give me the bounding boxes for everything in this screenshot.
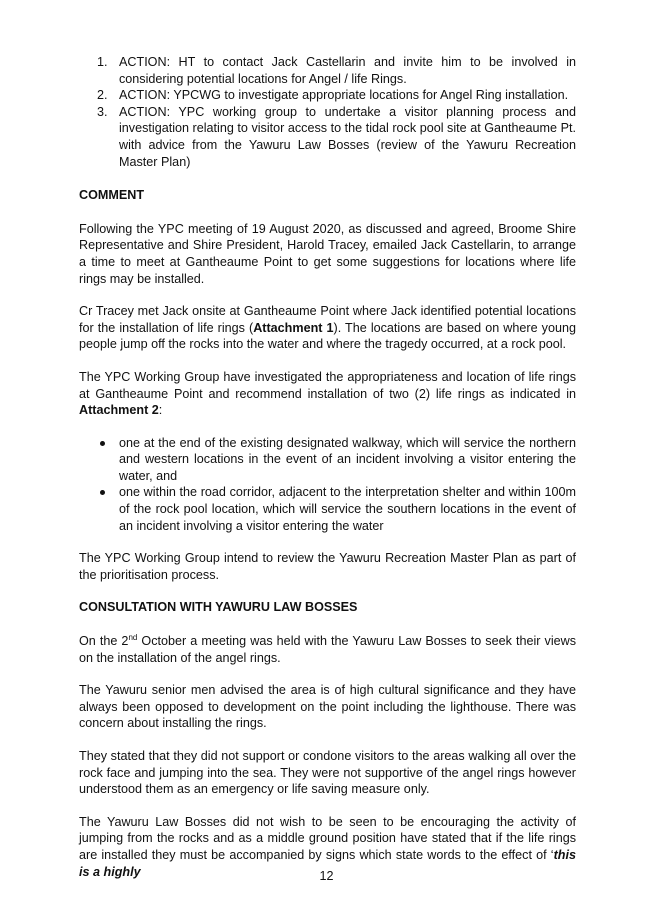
consultation-paragraph-4: The Yawuru Law Bosses did not wish to be seen to be encouraging the activity of jumping from the rocks and as a middle ground position have stated that if the life rings are installed they must be accompanied by signs which state words to the effect of ‘this is a highly bbox=[79, 814, 576, 879]
action-item bbox=[79, 87, 576, 104]
consultation-paragraph-2: The Yawuru senior men advised the area is of high cultural significance and they have always been opposed to development on the point including the lighthouse. There was concern about installing the rings. bbox=[79, 683, 576, 731]
bullet-icon bbox=[100, 490, 105, 495]
consultation-paragraph-1: On the 2nd October a meeting was held with the Yawuru Law Bosses to seek their views on the installation of the angel rings. bbox=[79, 632, 577, 665]
consultation-paragraph-3: They stated that they did not support or condone visitors to the areas walking all over the rock face and jumping into the sea. They were not supportive of the angel rings however understood them as an emergency or life saving measure only. bbox=[79, 749, 576, 797]
comment-paragraph-4: The YPC Working Group intend to review the Yawuru Recreation Master Plan as part of the prioritisation process. bbox=[79, 551, 576, 582]
consultation-heading: CONSULTATION WITH YAWURU LAW BOSSES bbox=[79, 600, 358, 615]
bullet-item: one at the end of the existing designated walkway, which will service the northern and western locations in the event of an incident involving a visitor entering the water, and bbox=[79, 435, 576, 485]
comment-heading: COMMENT bbox=[79, 188, 145, 203]
action-list bbox=[79, 54, 576, 170]
bullet-icon bbox=[100, 441, 105, 446]
action-text: ACTION: YPCWG to investigate appropriate locations for Angel Ring installation. bbox=[119, 88, 569, 103]
comment-paragraph-1: Following the YPC meeting of 19 August 2020, as discussed and agreed, Broome Shire Representative and Shire President, Harold Tracey, emailed Jack Castellarin, to arrange a time to meet at Gantheaume Point to get some suggestions for locations where life rings may be installed. bbox=[79, 221, 576, 286]
attachment-1-ref: Attachment 1 bbox=[253, 320, 334, 335]
life-ring-bullet-list bbox=[79, 435, 576, 535]
action-item bbox=[79, 104, 576, 170]
action-item bbox=[79, 54, 576, 87]
bullet-item: one within the road corridor, adjacent to the interpretation shelter and within 100m of the rock pool location, which will service the southern locations in the event of an incident involving a visitor entering the water bbox=[79, 484, 576, 534]
page-number: 12 bbox=[319, 869, 334, 883]
action-number: 2. bbox=[97, 88, 108, 103]
page-content bbox=[79, 54, 576, 880]
action-text: ACTION: HT to contact Jack Castellarin and invite him to be involved in considering potential locations for Angel / life Rings. bbox=[119, 55, 576, 86]
comment-paragraph-3: The YPC Working Group have investigated the appropriateness and location of life rings at Gantheaume Point and recommend installation of two (2) life rings as indicated in Attachment 2: bbox=[79, 369, 576, 418]
action-number: 3. bbox=[97, 104, 108, 119]
comment-paragraph-2: Cr Tracey met Jack onsite at Gantheaume Point where Jack identified potential locations for the installation of life rings (Attachment 1). The locations are based on where young people jump off the rocks into the water and where the tragedy occurred, at a rock pool. bbox=[79, 304, 576, 352]
action-text: ACTION: YPC working group to undertake a visitor planning process and investigation relating to visitor access to the tidal rock pool site at Gantheaume Pt. with advice from the Yawuru Law Bosses (review of the Yawuru Recreation Master Plan) bbox=[119, 104, 576, 169]
ordinal-suffix: nd bbox=[128, 632, 138, 642]
action-number: 1. bbox=[97, 55, 108, 69]
quoted-sign-text: this is a highly bbox=[79, 847, 576, 879]
attachment-2-ref: Attachment 2 bbox=[79, 403, 159, 418]
